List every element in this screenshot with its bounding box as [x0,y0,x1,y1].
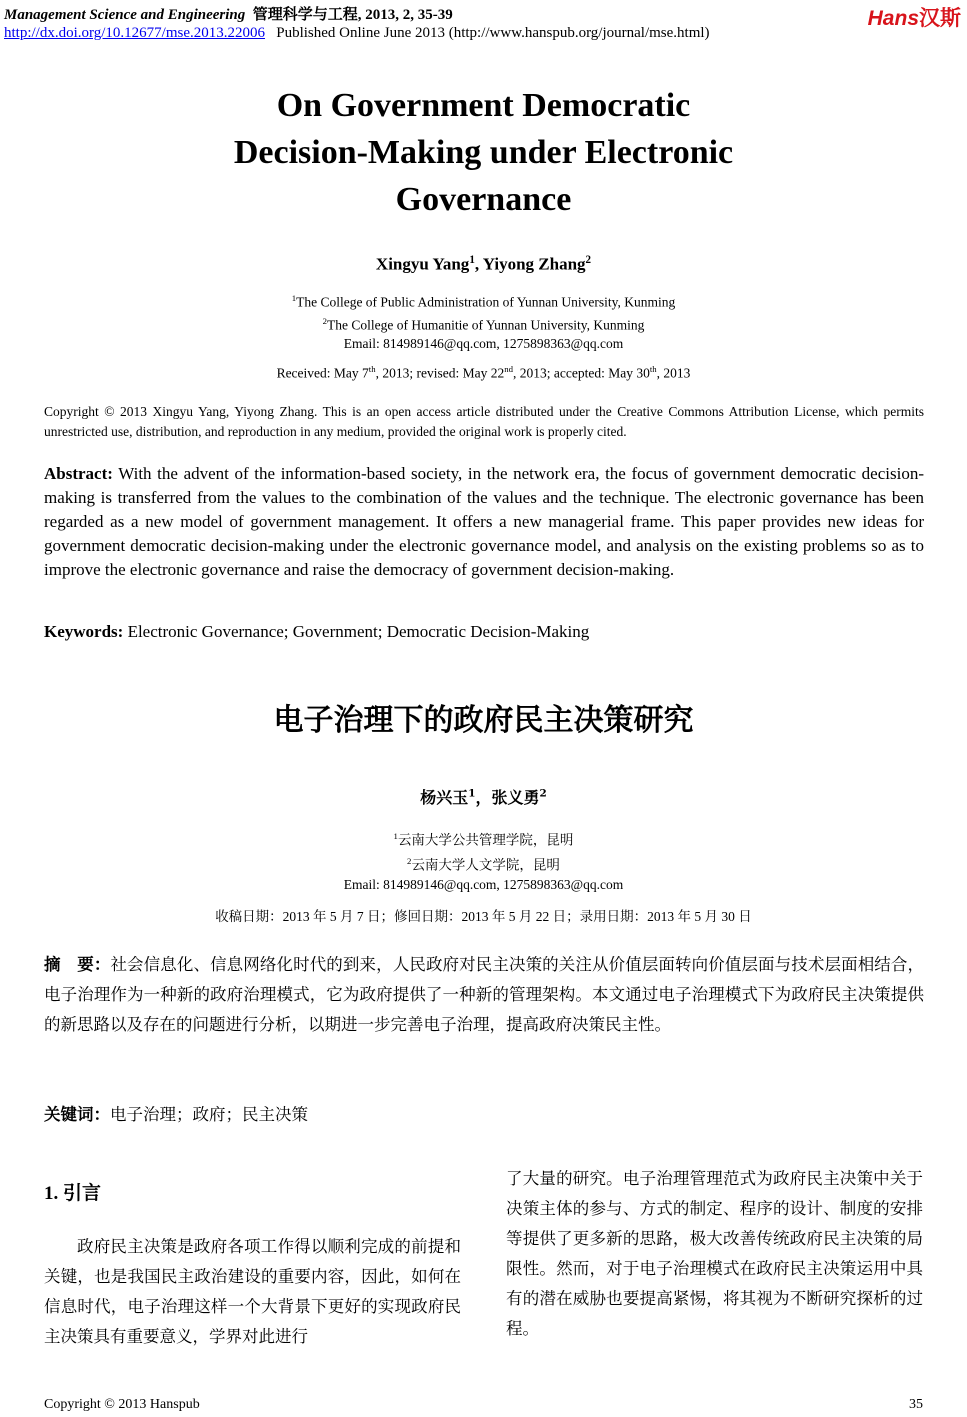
paper-title [0,82,967,223]
logo-en: Hans [867,7,919,30]
journal-name: Management Science and Engineering [4,7,246,23]
cn-title: 电子治理下的政府民主决策研究 [273,703,694,738]
aff-sup: 2 [322,315,328,326]
text: 社会信息化、信息网络化时代的到来，人民政府对民主决策的关注从价值层面转向价值层面与技术层面相结合，电子治理作为一种新的政府治理模式，它为政府提供了一种新的管理架构。本文通过电子治理模式下为政府民主决策提供的新思路以及存在的问题进行分析，以期进一步完善电子治理，提高政府决策民主性。 [44,955,925,1034]
t: 云南大学公共管理学院，昆明 [397,832,574,848]
s: th [649,364,657,374]
affiliation [0,289,967,312]
aff-sup: 1 [291,293,297,303]
author: Xingyu Yang [375,254,470,274]
footer-copyright: Copyright © 2013 Hanspub [44,1397,200,1412]
body-column-right: 了大量的研究。电子治理管理范式为政府民主决策中关于决策主体的参与、方式的制定、程序的设计、制度的安排等提供了更多新的思路，极大改善传统政府民主决策的局限性。然而，对于电子治理模式在政府民主决策运用中具有的潜在威胁也要提高紧惕，将其视为不断研究探析的过程。 [506,1169,923,1338]
body-column-left: 政府民主决策是政府各项工作得以顺利完成的前提和关键，也是我国民主政治建设的重要内容，因此，如何在信息时代，电子治理这样一个大背景下更好的实现政府民主决策具有重要意义，学界对此进行 [44,1237,461,1346]
logo-cn: 汉斯 [919,7,961,30]
abstract-label: Abstract: [44,464,113,483]
published-info: Published Online June 2013 (http://www.hanspub.org/journal/mse.html) [276,25,710,41]
author-sup: 2 [585,254,592,266]
label: 摘 要： [44,955,111,974]
s: nd [504,364,513,374]
page-number: 35 [909,1397,923,1412]
cn-affiliations [0,826,967,895]
authors: Xingyu Yang$^1$, Yiyong Zhang$^2$ [375,254,592,274]
section-heading: 1. 引言 [44,1183,102,1204]
hans-logo [868,2,961,32]
keywords-label: Keywords: [44,622,124,641]
email: Email: 814989146@qq.com, 1275898363@qq.com [343,877,624,892]
keywords-text: Electronic Governance; Government; Democratic Decision-Making [123,622,590,641]
t: 云南大学人文学院，昆明 [411,857,560,872]
doi-line [4,25,710,42]
journal-header [4,3,453,24]
cn-keywords [44,1101,924,1125]
copyright-notice: Copyright © 2013 Xingyu Yang, Yiyong Zhang. This is an open access article distributed under the Creative Commons Attribution License, which permits unrestricted use, distribution, and reproduction in any medium, provided the original work is properly cited. [44,404,924,439]
s: th [368,364,376,374]
t: , 2013; revised: May 22 [375,365,505,381]
cn-authors [0,785,967,808]
keywords [44,622,924,642]
s: 1 [393,831,398,841]
s: 1 [468,787,476,800]
text: 电子治理；政府；民主决策 [110,1105,308,1124]
aff-text: The College of Humanitie of Yunnan University, Kunming [327,317,645,332]
title-line: Decision-Making under Electronic [233,134,734,171]
t: , 2013 [656,365,691,381]
affiliation [0,851,967,876]
affiliations [0,289,967,353]
email: Email: 814989146@qq.com, 1275898363@qq.com [343,336,624,351]
affiliation [0,312,967,335]
title-line: Governance [395,181,572,218]
affiliation [0,826,967,851]
t: , 2013; accepted: May 30 [513,365,650,381]
t: Received: May 7 [276,365,369,381]
author: 杨兴玉 [420,788,469,807]
abstract [44,462,924,582]
label: 关键词： [44,1105,110,1124]
author: Yiyong Zhang [482,254,586,274]
abstract-text: With the advent of the information-based society, in the network era, the focus of government democratic decision-making is transferred from the values to the combination of the values and the technique. The electronic governance has been regarded as a new model of government management. It offers a new managerial frame. This paper provides new ideas for government democratic decision-making under the electronic governance model, and analysis on the existing problems so as to improve the electronic governance and raise the democracy of government decision-making. [44,464,924,579]
aff-text: The College of Public Administration of Yunnan University, Kunming [296,294,676,310]
author: 张义勇 [491,788,540,807]
doi-link[interactable]: http://dx.doi.org/10.12677/mse.2013.22006 [4,25,265,41]
author-sup: 1 [469,254,475,266]
journal-cn: 管理科学与工程, 2013, 2, 35-39 [252,7,453,23]
s: 2 [407,855,412,866]
received-dates [0,364,967,382]
cn-received: 收稿日期：2013 年 5 月 7 日；修回日期：2013 年 5 月 22 日；录用日期：2013 年 5 月 30 日 [215,909,752,924]
s: 2 [539,787,547,800]
sep: ， [475,788,492,807]
title-line: On Government Democratic [276,87,691,124]
cn-abstract [44,950,924,1040]
